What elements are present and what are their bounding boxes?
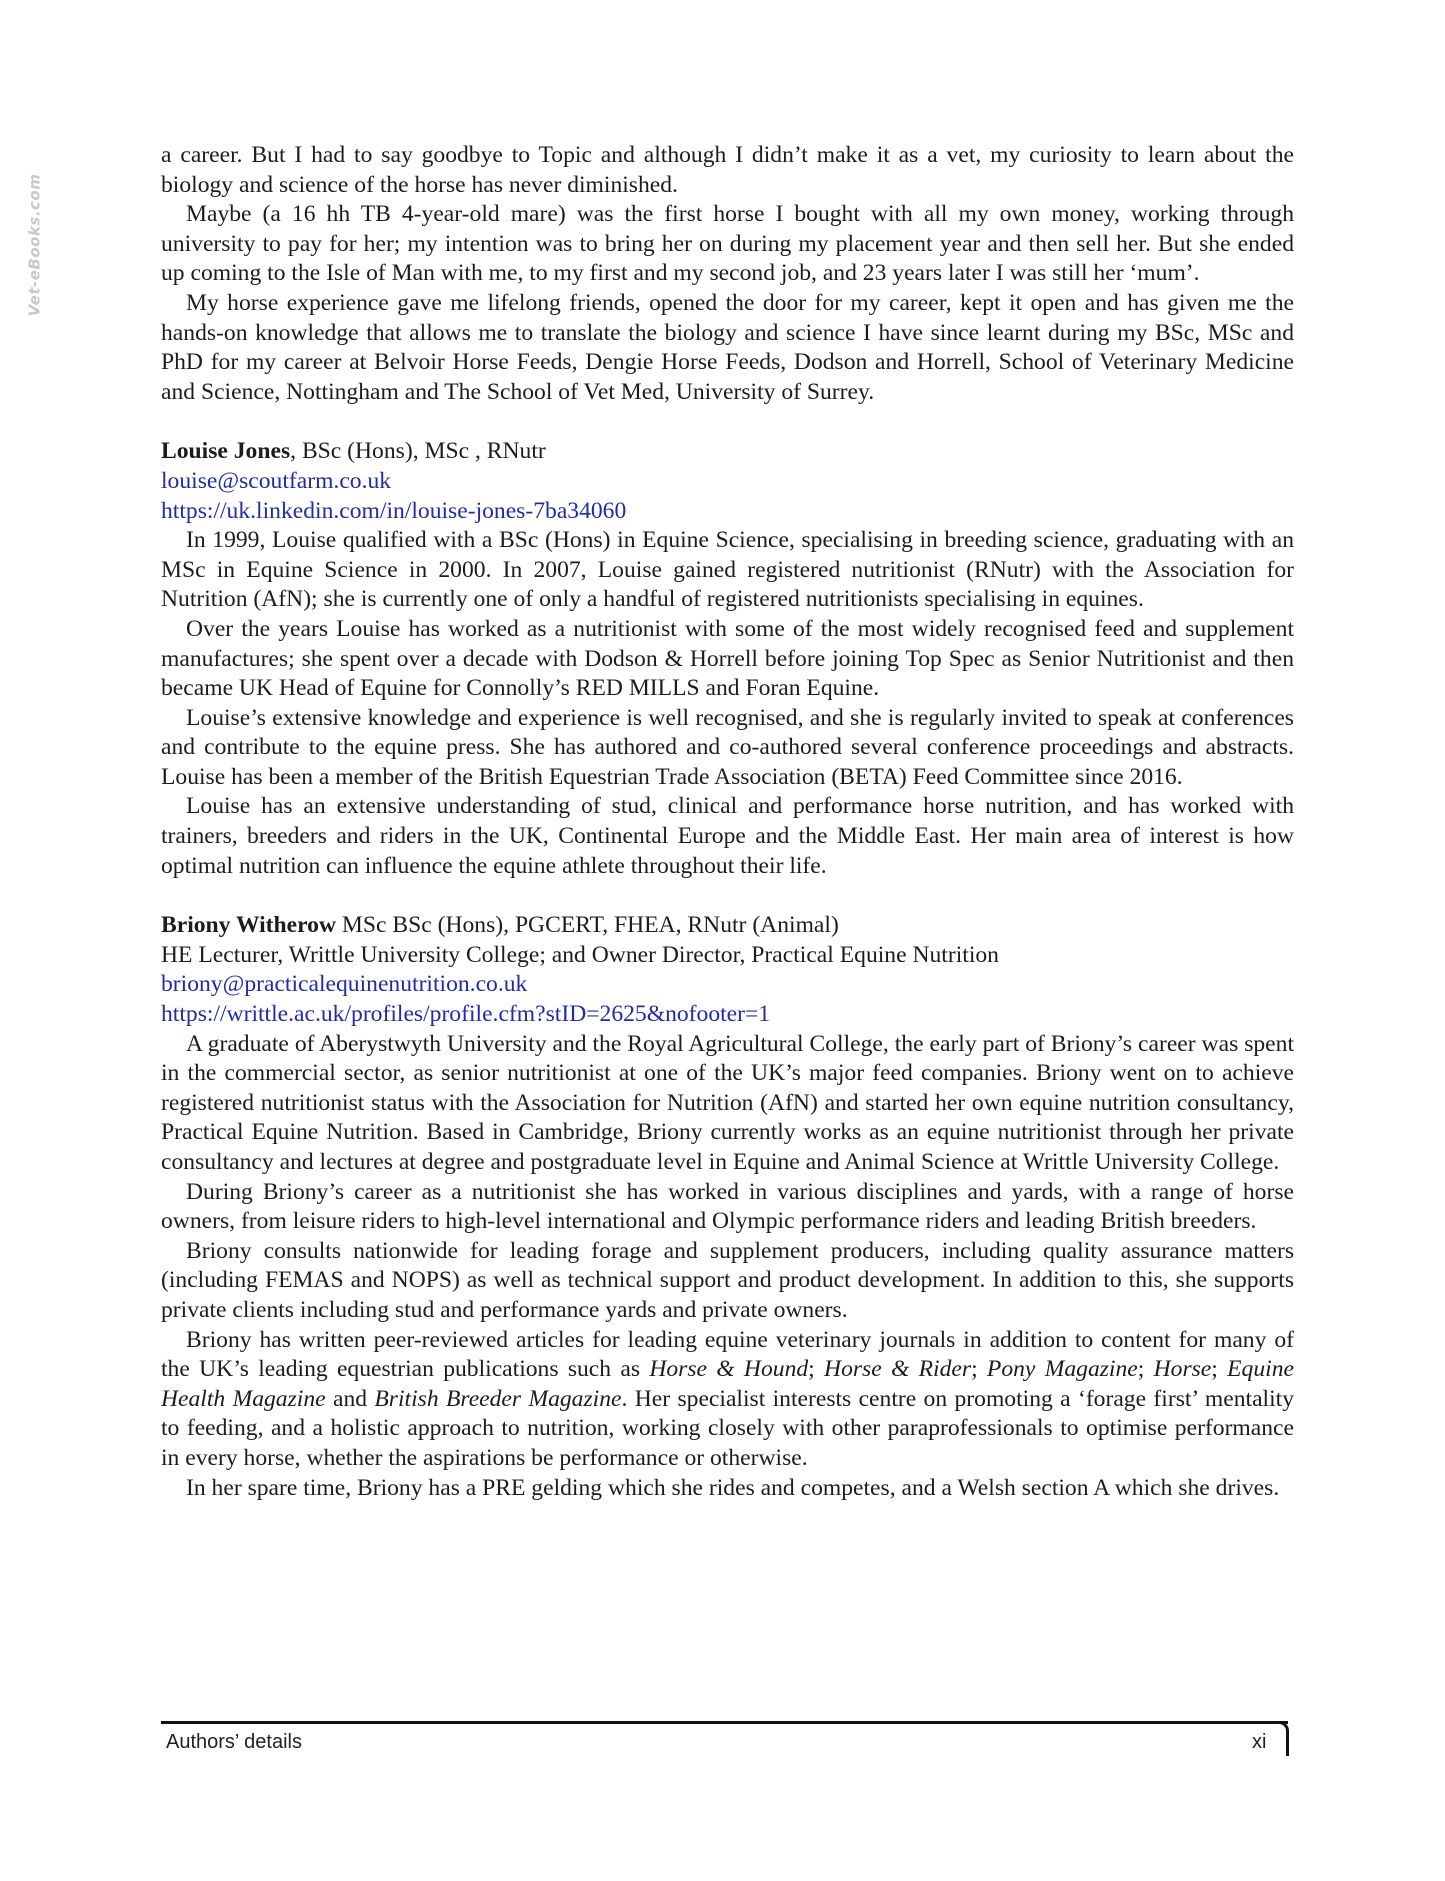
- publication-title: British Breeder Magazine: [374, 1385, 622, 1412]
- watermark: [14, 160, 54, 330]
- publication-title: Horse & Rider: [824, 1356, 972, 1383]
- section-gap: [161, 407, 1294, 437]
- page-number: xi: [1252, 1731, 1267, 1753]
- louise-paragraph-2: Over the years Louise has worked as a nutritionist with some of the most widely recognised feed and supplement manufactures; she spent over a decade with Dodson & Horrell before joining Top Spec as Senior Nutritionist and then became UK Head of Equine for Connolly’s RED MILLS and Foran Equine.: [161, 615, 1294, 702]
- intro-paragraph-1: a career. But I had to say goodbye to Topic and although I didn’t make it as a vet, my curiosity to learn about the biology and science of the horse has never diminished.: [161, 142, 1294, 198]
- briony-paragraph-3: Briony consults nationwide for leading forage and supplement producers, including quality assurance matters (including FEMAS and NOPS) as well as technical support and product development. In addition to this, she supports private clients including stud and performance yards and private owners.: [161, 1237, 1294, 1323]
- briony-paragraph-2: During Briony’s career as a nutritionist she has worked in various disciplines and yards, with a range of horse owners, from leisure riders to high-level international and Olympic performance riders and leading British breeders.: [161, 1178, 1294, 1235]
- briony-email-link[interactable]: briony@practicalequinenutrition.co.uk: [161, 971, 528, 998]
- footer-rule: [161, 1721, 1288, 1724]
- louise-heading: [161, 437, 1294, 467]
- section-gap: [161, 881, 1294, 911]
- briony-name: Briony Witherow: [161, 912, 337, 939]
- text-run: . Her specialist interests centre on promoting a ‘forage first’ mentality to feeding, and a holistic approach to nutrition, working closely with other paraprofessionals to optimise performance in every horse, whether the aspirations be performance or otherwise.: [161, 1385, 1294, 1471]
- publication-title: Horse & Hound: [649, 1356, 809, 1383]
- briony-paragraph-5: In her spare time, Briony has a PRE gelding which she rides and competes, and a Welsh section A which she drives.: [186, 1474, 1280, 1501]
- briony-paragraph-4: [161, 1326, 1294, 1474]
- watermark-text: Vet-eBooks.com: [25, 173, 44, 317]
- briony-role: HE Lecturer, Writtle University College; and Owner Director, Practical Equine Nutrition: [161, 941, 999, 968]
- intro-paragraph-3: My horse experience gave me lifelong friends, opened the door for my career, kept it open and has given me the hands-on knowledge that allows me to translate the biology and science I have since learnt during my BSc, MSc and PhD for my career at Belvoir Horse Feeds, Dengie Horse Feeds, Dodson and Horrell, School of Veterinary Medicine and Science, Nottingham and The School of Vet Med, University of Surrey.: [161, 289, 1294, 405]
- louise-paragraph-1: In 1999, Louise qualified with a BSc (Hons) in Equine Science, specialising in breeding science, graduating with an MSc in Equine Science in 2000. In 2007, Louise gained registered nutritionist (RNutr) with the Association for Nutrition (AfN); she is currently one of only a handful of registered nutritionists specialising in equines.: [161, 527, 1294, 613]
- footer-section-title: Authors’ details: [166, 1731, 302, 1753]
- publication-title: Equine Health Magazine: [161, 1356, 1294, 1412]
- publication-title: Pony Magazine: [986, 1356, 1138, 1383]
- page-body: [161, 141, 1294, 1503]
- louise-credentials: , BSc (Hons), MSc , RNutr: [290, 438, 546, 465]
- briony-profile-link[interactable]: https://writtle.ac.uk/profiles/profile.cfm?stID=2625&nofooter=1: [161, 1001, 771, 1028]
- louise-paragraph-4: Louise has an extensive understanding of stud, clinical and performance horse nutrition, and has worked with trainers, breeders and riders in the UK, Continental Europe and the Middle East. Her main area of interest is how optimal nutrition can influence the equine athlete throughout their life.: [161, 793, 1294, 879]
- louise-email-link[interactable]: louise@scoutfarm.co.uk: [161, 467, 392, 494]
- text-run: Briony has written peer-reviewed articles for leading equine veterinary journals in addition to content for many of the UK’s leading equestrian publications such as: [161, 1326, 1294, 1383]
- text-run: ;: [1211, 1356, 1228, 1383]
- text-run: and: [325, 1385, 375, 1412]
- louise-name: Louise Jones: [161, 438, 291, 465]
- footer-bracket: [1276, 1721, 1289, 1756]
- text-run: ;: [971, 1356, 987, 1383]
- text-run: ;: [808, 1356, 825, 1383]
- louise-paragraph-3: Louise’s extensive knowledge and experience is well recognised, and she is regularly invited to speak at conferences and contribute to the equine press. She has authored and co-authored several conference proceedings and abstracts. Louise has been a member of the British Equestrian Trade Association (BETA) Feed Committee since 2016.: [161, 704, 1294, 790]
- briony-heading: [161, 911, 1294, 941]
- louise-profile-link[interactable]: https://uk.linkedin.com/in/louise-jones-7ba34060: [161, 497, 627, 524]
- briony-paragraph-1: A graduate of Aberystwyth University and the Royal Agricultural College, the early part of Briony’s career was spent in the commercial sector, as senior nutritionist at one of the UK’s major feed companies. Briony went on to achieve registered nutritionist status with the Association for Nutrition (AfN) and started her own equine nutrition consultancy, Practical Equine Nutrition. Based in Cambridge, Briony currently works as an equine nutritionist through her private consultancy and lectures at degree and postgraduate level in Equine and Animal Science at Writtle University College.: [161, 1030, 1294, 1175]
- intro-paragraph-2: Maybe (a 16 hh TB 4-year-old mare) was the first horse I bought with all my own money, working through university to pay for her; my intention was to bring her on during my placement year and then sell her. But she ended up coming to the Isle of Man with me, to my first and my second job, and 23 years later I was still her ‘mum’.: [161, 201, 1294, 287]
- briony-credentials: MSc BSc (Hons), PGCERT, FHEA, RNutr (Animal): [336, 912, 839, 939]
- publication-title: Horse: [1153, 1356, 1212, 1383]
- text-run: ;: [1137, 1356, 1154, 1383]
